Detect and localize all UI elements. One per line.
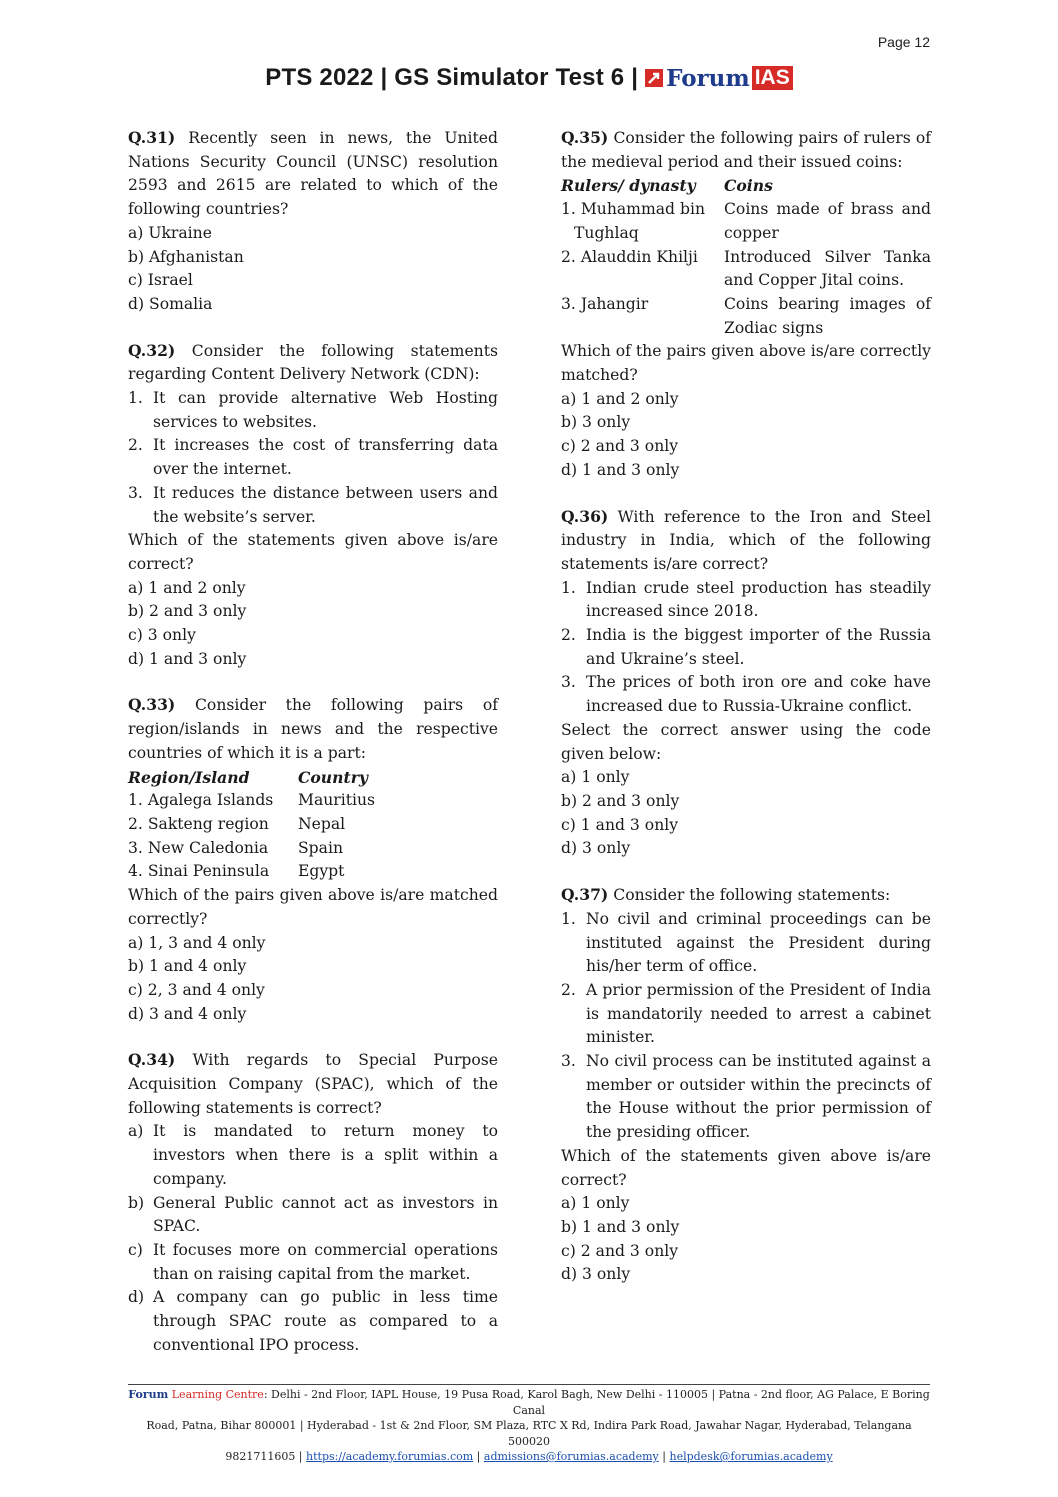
statement: d) A company can go public in less time through SPAC route as compared to a conventional IPO process. — [128, 1288, 498, 1354]
question-33 — [128, 693, 498, 1026]
admissions-email-link[interactable]: admissions@forumias.academy — [483, 1450, 659, 1463]
question-32 — [128, 339, 498, 672]
question-37 — [561, 883, 931, 1287]
option: d) 1 and 3 only — [128, 649, 247, 668]
option: c) 3 only — [128, 626, 196, 645]
table-row: 1. Agalega Islands Mauritius — [128, 791, 376, 810]
option: c) 2, 3 and 4 only — [128, 980, 265, 999]
question-number: Q.35) — [561, 128, 609, 147]
option: c) 1 and 3 only — [561, 815, 679, 834]
statement: 1. It can provide alternative Web Hosting services to websites. — [128, 389, 498, 431]
page-number: Page 12 — [877, 34, 930, 50]
option: c) 2 and 3 only — [561, 1241, 679, 1260]
question-number: Q.32) — [128, 340, 176, 360]
question-number: Q.36) — [561, 506, 609, 526]
table-row: 2. Sakteng region Nepal — [128, 814, 346, 833]
table-row: 3. Jahangir Coins bearing images of Zodiac signs — [561, 294, 931, 337]
question-text: Q.33) Consider the following pairs of region/islands in news and the respective countries of which it is a part: — [128, 695, 498, 762]
option: a) 1 and 2 only — [128, 578, 246, 597]
option: a) 1, 3 and 4 only — [128, 933, 266, 952]
logo-forum-text: Forum — [666, 64, 750, 92]
statement: 2. A prior permission of the President of India is mandatorily needed to arrest a cabinet minister. — [561, 980, 931, 1047]
option: a) Ukraine — [128, 223, 212, 242]
helpdesk-email-link[interactable]: helpdesk@forumias.academy — [669, 1450, 833, 1463]
option: d) 1 and 3 only — [561, 460, 680, 479]
table-row: 3. New Caledonia Spain — [128, 838, 343, 857]
question-35 — [561, 126, 931, 483]
option: d) 3 and 4 only — [128, 1004, 247, 1023]
option: b) 1 and 4 only — [128, 957, 247, 976]
question-number: Q.33) — [128, 695, 176, 715]
phone-number: 9821711605 | — [225, 1450, 303, 1463]
option: d) 3 only — [561, 1265, 631, 1284]
logo-ias-text: IAS — [752, 66, 793, 90]
statement: 3. It reduces the distance between users and the website’s server. — [128, 483, 498, 526]
question-text: Q.36) With reference to the Iron and Steel industry in India, which of the following statements is/are correct? — [561, 506, 931, 573]
statement: b) General Public cannot act as investors in SPAC. — [128, 1193, 498, 1236]
left-column — [128, 126, 498, 1379]
statement: 3. No civil process can be instituted against a member or outsider within the precincts of the House without the prior permission of the presiding officer. — [561, 1052, 931, 1142]
table-header-row: Region/Island Country — [128, 767, 368, 787]
option: d) 3 only — [561, 839, 631, 858]
question-prompt: Which of the pairs given above is/are matched correctly? — [128, 886, 498, 928]
statement: 3. The prices of both iron ore and coke have increased due to Russia-Ukraine conflict. — [561, 673, 931, 716]
option: b) Afghanistan — [128, 247, 244, 266]
statement: 2. It increases the cost of transferring data over the internet. — [128, 436, 498, 479]
question-36 — [561, 505, 931, 862]
footer-address-line-1: Forum Learning Centre: Delhi - 2nd Floor, IAPL House, 19 Pusa Road, Karol Bagh, New Delhi - 110005 | Patna - 2nd floor, AG Palace, E Boring Canal — [128, 1388, 930, 1417]
question-34 — [128, 1048, 498, 1357]
question-number: Q.34) — [128, 1050, 176, 1070]
table-row: 1. Muhammad bin Tughlaq Coins made of brass and copper — [561, 200, 931, 242]
statement: c) It focuses more on commercial operations than on raising capital from the market. — [128, 1240, 498, 1283]
page-header — [0, 64, 1058, 92]
footer-divider — [128, 1384, 930, 1385]
option: b) 2 and 3 only — [128, 602, 247, 621]
table-row: 2. Alauddin Khilji Introduced Silver Tanka and Copper Jital coins. — [561, 247, 931, 290]
statement: 1. No civil and criminal proceedings can be instituted against the President during his/her term of office. — [561, 909, 931, 976]
statement: 1. Indian crude steel production has steadily increased since 2018. — [561, 578, 931, 621]
question-text: Q.34) With regards to Special Purpose Acquisition Company (SPAC), which of the following statements is correct? — [128, 1050, 498, 1117]
option: c) Israel — [128, 271, 193, 290]
question-prompt: Which of the statements given above is/are correct? — [561, 1146, 931, 1189]
table-row: 4. Sinai Peninsula Egypt — [128, 862, 345, 881]
footer-address-line-2: Road, Patna, Bihar 800001 | Hyderabad - 1st & 2nd Floor, SM Plaza, RTC X Rd, Indira Park Road, Jawahar Nagar, Hyderabad, Telangana 500020 — [146, 1419, 912, 1448]
option: b) 3 only — [561, 413, 631, 432]
question-text: Q.31) Recently seen in news, the United Nations Security Council (UNSC) resolution 2593 and 2615 are related to which of the following countries? — [128, 128, 498, 219]
coins-table — [561, 174, 931, 340]
question-text: Q.35) Consider the following pairs of rulers of the medieval period and their issued coins: — [561, 128, 931, 171]
statement: a) It is mandated to return money to investors when there is a split within a company. — [128, 1122, 498, 1188]
option: d) Somalia — [128, 294, 213, 313]
question-text: Q.37) Consider the following statements: — [561, 885, 891, 905]
page-title: PTS 2022 | GS Simulator Test 6 | — [265, 64, 639, 91]
question-prompt: Which of the pairs given above is/are correctly matched? — [561, 342, 931, 385]
table-header-row: Rulers/ dynasty Coins — [561, 176, 773, 196]
option: a) 1 only — [561, 768, 630, 787]
forumias-logo — [644, 65, 793, 91]
question-text: Q.32) Consider the following statements regarding Content Delivery Network (CDN): — [128, 340, 498, 384]
option: a) 1 only — [561, 1194, 630, 1213]
question-prompt: Which of the statements given above is/are correct? — [128, 531, 498, 573]
right-column — [561, 126, 931, 1309]
option: a) 1 and 2 only — [561, 389, 679, 408]
arrow-logo-icon — [644, 67, 664, 89]
question-prompt: Select the correct answer using the code given below: — [561, 720, 931, 763]
question-31 — [128, 126, 498, 317]
option: c) 2 and 3 only — [561, 437, 679, 456]
pairs-table — [128, 766, 498, 885]
question-number: Q.37) — [561, 885, 609, 905]
footer-contact-line: 9821711605 | https://academy.forumias.com | admissions@forumias.academy | helpdesk@forumias.academy — [225, 1450, 833, 1463]
academy-link[interactable]: https://academy.forumias.com — [306, 1450, 474, 1463]
question-number: Q.31) — [128, 128, 176, 147]
page-footer — [128, 1387, 930, 1465]
option: b) 1 and 3 only — [561, 1217, 680, 1236]
statement: 2. India is the biggest importer of the Russia and Ukraine’s steel. — [561, 626, 931, 668]
option: b) 2 and 3 only — [561, 791, 680, 810]
